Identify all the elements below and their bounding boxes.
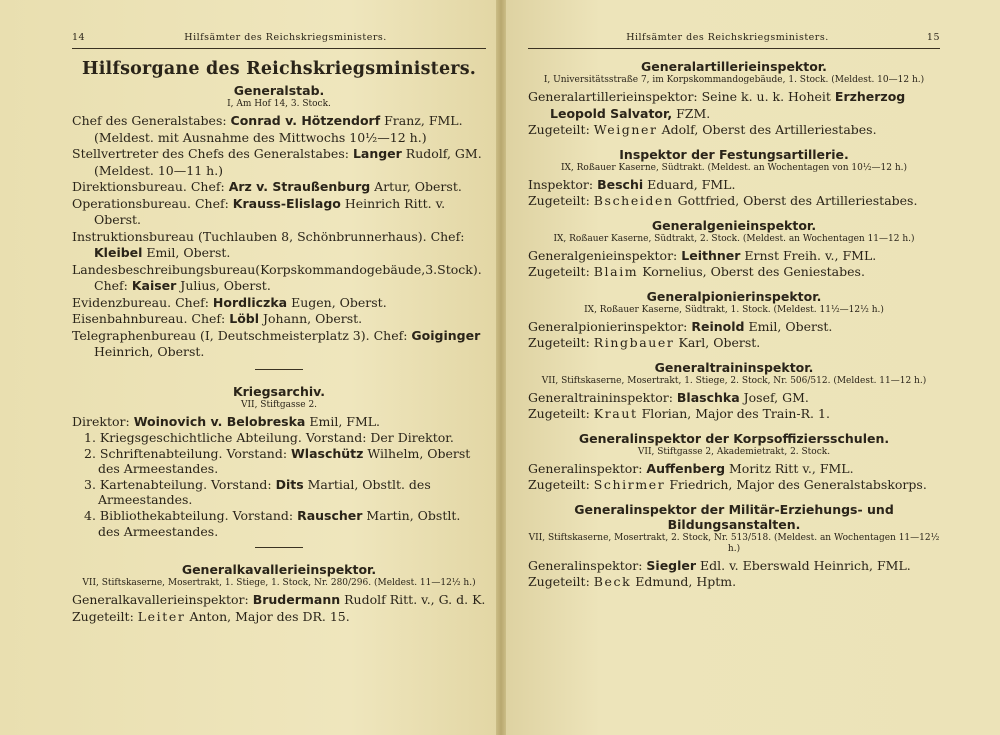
right-page-number: 15 <box>926 32 940 43</box>
person-name: Wlaschütz <box>291 445 364 461</box>
left-running-title: Hilfsämter des Reichskriegsministers. <box>184 32 387 43</box>
entry-text: Julius, Oberst. <box>176 278 271 293</box>
right-section-list <box>528 59 940 591</box>
section-spacer <box>528 494 940 502</box>
section-address: VII, Stiftgasse 2, Akademietrakt, 2. Stock. <box>637 446 831 457</box>
section-heading: Generalgenieinspektor. <box>651 217 817 233</box>
section-heading: Inspektor der Festungsartillerie. <box>619 146 849 162</box>
entry-text: Florian, Major des Train-R. 1. <box>637 406 830 421</box>
entry-text: Zugeteilt: <box>72 608 138 624</box>
entry-text: 1. Kriegsgeschichtliche Abteilung. Vorstand: Der Direktor. <box>84 430 454 445</box>
person-name: Dits <box>275 476 304 492</box>
person-name: Leiter <box>137 608 186 624</box>
section-spacer <box>528 210 940 218</box>
entry-text: Telegraphenbureau (I, Deutschmeisterplatz 3). Chef: <box>72 327 412 343</box>
entry-text: Ernst Freih. v., FML. <box>740 247 877 263</box>
left-running-head <box>72 32 486 49</box>
entry-text: Generalpionierinspektor: <box>528 318 692 334</box>
person-name: Hordliczka <box>212 294 288 310</box>
entry-text: Zugeteilt: <box>528 193 594 208</box>
section-kavallerie <box>72 562 486 625</box>
entry-text: Adolf, Oberst des Artilleriestabes. <box>657 122 877 137</box>
department-item <box>84 430 486 446</box>
entry-text: Operationsbureau. Chef: <box>72 195 233 211</box>
person-name: Weigner <box>593 122 658 137</box>
entry-text: Zugeteilt: <box>528 264 594 279</box>
person-name: Ringbauer <box>593 335 675 350</box>
section-heading: Generalinspektor der Korpsoffiziersschulen. <box>578 430 890 446</box>
staff-entry <box>528 264 940 281</box>
section-kriegsarchiv <box>72 384 486 540</box>
section-spacer <box>528 352 940 360</box>
section-spacer <box>528 281 940 289</box>
staff-entry <box>528 89 940 122</box>
staff-entry <box>528 122 940 139</box>
section-address: VII, Stiftgasse 2. <box>240 399 318 410</box>
entry-text: Zugeteilt: <box>528 574 594 589</box>
book-gutter <box>496 0 506 735</box>
person-name: Arz v. Straußenburg <box>228 179 371 194</box>
entry-text: Rudolf Ritt. v., G. d. K. <box>340 592 486 608</box>
inspectorate-section <box>528 210 940 281</box>
staff-entry <box>528 461 940 478</box>
section-address: IX, Roßauer Kaserne, Südtrakt. (Meldest. an Wochentagen von 10½—12 h.) <box>560 162 908 173</box>
entry-text: Chef des Generalstabes: <box>72 113 231 128</box>
entry-text: Stellvertreter des Chefs des Generalstabes: <box>72 146 353 161</box>
section-heading: Generalartillerieinspektor. <box>641 59 827 74</box>
entry-text: FZM. <box>672 105 711 121</box>
person-name: Leithner <box>681 247 741 263</box>
person-name: Schirmer <box>593 477 666 492</box>
entry-text: Martin, Obstlt. des Armeestandes. <box>98 507 461 539</box>
entry-text: Emil, Oberst. <box>142 245 231 260</box>
staff-entry <box>528 574 940 591</box>
staff-entry <box>528 390 940 407</box>
entry-text: Generalinspektor: <box>528 557 647 573</box>
staff-entry <box>72 592 486 609</box>
section-address: IX, Roßauer Kaserne, Südtrakt, 2. Stock. (Meldest. an Wochentagen 11—12 h.) <box>553 233 915 244</box>
entry-text: Inspektor: <box>528 176 598 192</box>
right-running-title: Hilfsämter des Reichskriegsministers. <box>626 32 829 43</box>
entry-text: Franz, FML. (Meldest. mit Ausnahme des Mittwochs 10½—12 h.) <box>94 113 463 145</box>
section-heading: Generalinspektor der Militär-Erziehungs- und Bildungsanstalten. <box>574 501 894 532</box>
staff-entry <box>72 196 486 229</box>
section-address: VII, Stiftskaserne, Mosertrakt, 1. Stiege, 2. Stock, Nr. 506/512. (Meldest. 11—12 h.) <box>541 375 927 386</box>
person-name: Auffenberg <box>646 460 726 476</box>
entry-text: Friedrich, Major des Generalstabskorps. <box>665 477 927 492</box>
inspectorate-section <box>528 423 940 494</box>
entry-text: Zugeteilt: <box>528 122 594 137</box>
entry-text: Moritz Ritt v., FML. <box>725 460 854 476</box>
entry-text: Generalgenieinspektor: <box>528 247 682 263</box>
right-running-head <box>528 32 940 49</box>
inspectorate-section <box>528 59 940 139</box>
staff-entry <box>72 113 486 146</box>
department-item <box>84 508 486 539</box>
entry-text: Landesbeschreibungsbureau(Korpskommandogebäude,3.Stock). Chef: <box>72 261 482 293</box>
person-name: Beschi <box>597 176 644 192</box>
section-heading: Generalstab. <box>233 83 325 98</box>
section-generalstab <box>72 83 486 361</box>
entry-text: Eugen, Oberst. <box>287 294 387 310</box>
person-name: Kaiser <box>131 278 177 293</box>
person-name: Krauss-Elislago <box>232 195 341 211</box>
section-heading: Generalpionierinspektor. <box>646 288 822 304</box>
entry-text: Generalartillerieinspektor: Seine k. u. k. Hoheit <box>528 89 835 104</box>
person-name: Rauscher <box>297 507 363 523</box>
director-entry: Direktor: Woinovich v. Belobreska Emil, FML. <box>72 413 381 429</box>
staff-entry <box>72 609 486 626</box>
person-name: Kleibel <box>94 245 143 260</box>
entry-text: Gottfried, Oberst des Artilleriestabes. <box>673 193 918 208</box>
person-name: Langer <box>352 146 402 161</box>
section-spacer <box>528 139 940 147</box>
entry-text: Emil, Oberst. <box>744 318 833 334</box>
staff-entry <box>72 311 486 328</box>
inspectorate-section <box>528 281 940 352</box>
entry-text: Evidenzbureau. Chef: <box>72 294 213 310</box>
staff-entry <box>528 319 940 336</box>
section-heading: Kriegsarchiv. <box>232 383 326 399</box>
person-name: Goiginger <box>411 327 481 343</box>
person-name: Reinold <box>691 318 745 334</box>
entry-text: Johann, Oberst. <box>259 311 363 326</box>
entry-text: Karl, Oberst. <box>674 335 761 350</box>
entry-text: Edl. v. Eberswald Heinrich, FML. <box>696 557 911 573</box>
staff-entry <box>72 295 486 312</box>
entry-text: Anton, Major des DR. 15. <box>185 608 350 624</box>
person-name: Erzherzog Leopold Salvator, <box>550 89 906 121</box>
entry-text: 3. Kartenabteilung. Vorstand: <box>84 476 276 492</box>
right-page <box>500 0 1000 735</box>
person-name: Löbl <box>229 311 260 326</box>
left-page-number: 14 <box>72 32 86 43</box>
person-name: Blaim <box>593 264 639 279</box>
staff-entry <box>72 262 486 295</box>
section-heading: Generalkavallerieinspektor. <box>181 562 377 578</box>
entry-text: Josef, GM. <box>739 389 809 405</box>
person-name: Beck <box>593 574 632 589</box>
entry-text: Eisenbahnbureau. Chef: <box>72 311 230 326</box>
staff-entry <box>72 146 486 179</box>
department-item <box>84 446 486 477</box>
entry-text: Artur, Oberst. <box>370 179 462 194</box>
section-address: VII, Stiftskaserne, Mosertrakt, 2. Stock, Nr. 513/518. (Meldest. an Wochentagen 11—12½ h.) <box>528 532 940 554</box>
section-divider <box>255 369 303 370</box>
entry-text: 4. Bibliothekabteilung. Vorstand: <box>84 507 298 523</box>
staff-entry <box>72 229 486 262</box>
department-item <box>84 477 486 508</box>
staff-entry <box>528 335 940 352</box>
entry-text: Generaltraininspektor: <box>528 389 677 405</box>
person-name: Blaschka <box>676 389 740 405</box>
person-name: Siegler <box>646 557 697 573</box>
staff-entry <box>528 177 940 194</box>
person-name: Woinovich v. Belobreska <box>133 413 306 429</box>
entry-text: Eduard, FML. <box>643 176 736 192</box>
section-divider <box>255 547 303 548</box>
entry-text: Kornelius, Oberst des Geniestabes. <box>638 264 865 279</box>
inspectorate-section <box>528 352 940 423</box>
department-list <box>72 430 486 539</box>
entry-text: Direktionsbureau. Chef: <box>72 179 229 194</box>
entry-text: Edmund, Hptm. <box>631 574 737 589</box>
staff-entry <box>528 406 940 423</box>
staff-entry <box>528 248 940 265</box>
entry-text: Heinrich, Oberst. <box>94 344 205 359</box>
entry-text: Rudolf, GM. (Meldest. 10—11 h.) <box>94 146 482 178</box>
person-name: Kraut <box>593 406 638 421</box>
main-title: Hilfsorgane des Reichskriegsministers. <box>81 59 477 79</box>
section-address: I, Universitätsstraße 7, im Korpskommandogebäude, 1. Stock. (Meldest. 10—12 h.) <box>543 75 925 85</box>
staff-entry <box>528 558 940 575</box>
section-address: VII, Stiftskaserne, Mosertrakt, 1. Stiege, 1. Stock, Nr. 280/296. (Meldest. 11—12½ h.) <box>82 578 476 589</box>
entry-text: Heinrich Ritt. v. Oberst. <box>94 195 446 227</box>
entry-text: 2. Schriftenabteilung. Vorstand: <box>84 445 292 461</box>
entry-text: Zugeteilt: <box>528 335 594 350</box>
staff-entry <box>72 179 486 196</box>
entry-text: Generalinspektor: <box>528 460 647 476</box>
entry-text: Generalkavallerieinspektor: <box>72 592 253 608</box>
entry-text: Instruktionsbureau (Tuchlauben 8, Schönbrunnerhaus). Chef: <box>72 228 465 244</box>
section-address: I, Am Hof 14, 3. Stock. <box>227 99 331 109</box>
inspectorate-section <box>528 494 940 591</box>
inspectorate-section <box>528 139 940 210</box>
section-address: IX, Roßauer Kaserne, Südtrakt, 1. Stock. (Meldest. 11½—12½ h.) <box>584 304 884 315</box>
entry-text: Zugeteilt: <box>528 477 594 492</box>
entry-list <box>72 113 486 361</box>
staff-entry <box>528 193 940 210</box>
person-name: Bscheiden <box>593 193 674 208</box>
entry-text: Zugeteilt: <box>528 406 594 421</box>
staff-entry <box>72 328 486 361</box>
entry-text: Wilhelm, Oberst des Armeestandes. <box>98 445 471 477</box>
staff-entry <box>528 477 940 494</box>
person-name: Conrad v. Hötzendorf <box>230 113 381 128</box>
person-name: Brudermann <box>252 592 341 608</box>
section-heading: Generaltraininspektor. <box>654 359 814 375</box>
entry-list <box>72 592 486 625</box>
section-spacer <box>528 423 940 431</box>
entry-text: Martial, Obstlt. des Armeestandes. <box>98 476 431 508</box>
